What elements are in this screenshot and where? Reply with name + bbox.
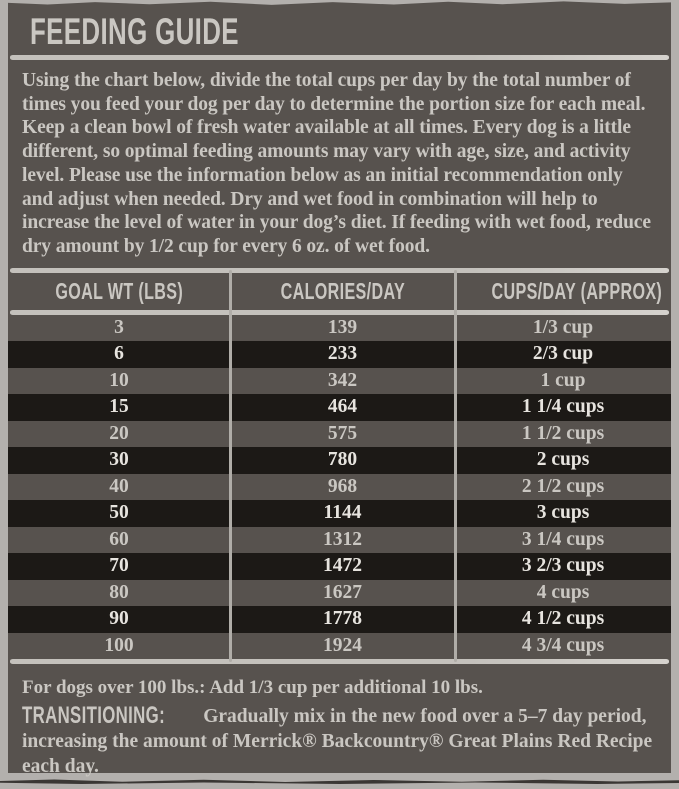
cups-cell: 2 cups [536,449,590,471]
page-title [30,13,671,52]
goal-wt-cell: 30 [109,449,129,471]
cups-cell: 2/3 cup [532,343,594,365]
calories-cell: 968 [327,475,358,497]
table-row [8,341,671,368]
column-header-calories-text: CALORIES/DAY [280,277,405,304]
table-row [8,315,671,342]
calories-cell: 1924 [323,634,362,656]
calories-cell: 464 [327,396,358,418]
transitioning-text: Gradually mix in the new food over a 5–7 day period, increasing the amount of Merrick® Backcountry® Great Plains Red Recipe each day. [22,706,653,777]
cups-cell: 4 1/2 cups [521,608,605,630]
torn-paper-edge-bottom [0,779,679,784]
cups-cell: 4 3/4 cups [521,634,605,656]
table-row [8,447,671,474]
cups-cell: 1 cup [540,369,586,391]
column-header-goal-wt-text: GOAL WT (LBS) [55,277,183,304]
goal-wt-cell: 15 [109,396,129,418]
table-header-row [8,273,671,310]
transitioning-label: TRANSITIONING: [22,702,166,730]
goal-wt-cell: 90 [109,608,129,630]
calories-cell: 1312 [323,528,362,550]
goal-wt-cell: 3 [114,316,124,338]
calories-cell: 575 [327,422,358,444]
table-row [8,500,671,527]
table-row [8,421,671,448]
goal-wt-cell: 50 [109,502,129,524]
feeding-table [8,268,671,665]
goal-wt-cell: 40 [109,475,129,497]
table-row [8,633,671,660]
column-divider-1 [229,270,232,663]
table-row [8,368,671,395]
table-row [8,474,671,501]
column-header-cups-text: CUPS/DAY (APPROX) [491,277,663,304]
goal-wt-cell: 10 [109,369,129,391]
goal-wt-cell: 60 [109,528,129,550]
cups-cell: 3 cups [536,502,590,524]
calories-cell: 1627 [323,581,362,603]
cups-cell: 3 2/3 cups [521,555,605,577]
table-bottom-rule [10,659,669,664]
title-divider [10,55,669,60]
cups-cell: 1 1/2 cups [521,422,605,444]
page-title-text: FEEDING GUIDE [30,11,239,52]
calories-cell: 1778 [323,608,362,630]
table-body [8,315,671,660]
table-row [8,527,671,554]
table-row [8,394,671,421]
column-header-calories [230,278,455,305]
calories-cell: 780 [327,449,358,471]
table-row [8,606,671,633]
intro-text: Using the chart below, divide the total cups per day by the total number of times you feed your dog per day to determine the portion size for each meal. Keep a clean bowl of fresh water available at all times. Every dog is a little different, so optimal feeding amounts may vary with age, size, and activity level. Please use the information below as an initial recommendation only and adjust when needed. Dry and wet food in combination will help to increase the level of water in your dog’s diet. If feeding with wet food, reduce dry amount by 1/2 cup for every 6 oz. of wet food. [22,70,651,257]
goal-wt-cell: 6 [114,343,124,365]
goal-wt-cell: 80 [109,581,129,603]
cups-cell: 3 1/4 cups [521,528,605,550]
calories-cell: 1144 [323,502,362,524]
column-header-goal-wt [8,278,230,305]
column-header-cups [455,278,679,305]
goal-wt-cell: 70 [109,555,129,577]
cups-cell: 4 cups [536,581,590,603]
table-row [8,580,671,607]
column-divider-2 [454,270,457,663]
cups-cell: 1 1/4 cups [521,396,605,418]
calories-cell: 139 [327,316,358,338]
cups-cell: 1/3 cup [532,316,594,338]
calories-cell: 342 [327,369,358,391]
feeding-guide-panel [8,0,671,777]
calories-cell: 233 [327,343,358,365]
goal-wt-cell: 20 [109,422,129,444]
cups-cell: 2 1/2 cups [521,475,605,497]
over-100-lbs-note: For dogs over 100 lbs.: Add 1/3 cup per additional 10 lbs. [22,677,483,699]
calories-cell: 1472 [323,555,362,577]
table-row [8,553,671,580]
transitioning-note [22,704,657,779]
goal-wt-cell: 100 [104,634,134,656]
